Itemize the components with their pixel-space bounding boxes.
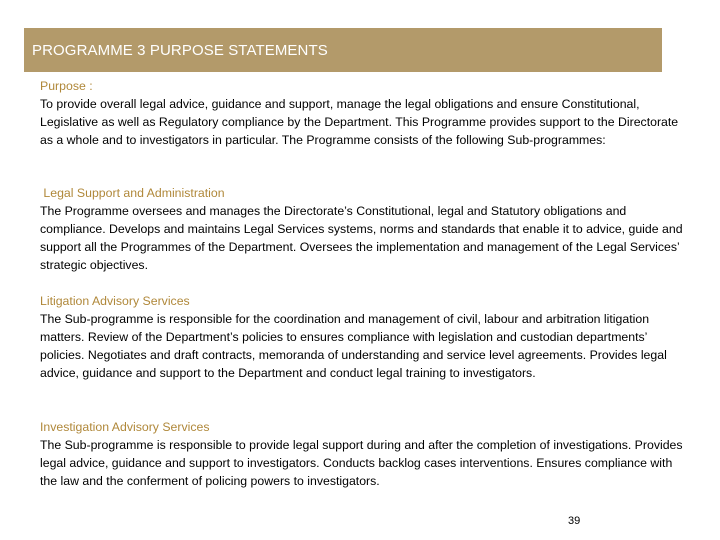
litigation-heading: Litigation Advisory Services (40, 294, 190, 308)
investigation-section (40, 418, 690, 490)
investigation-body: The Sub-programme is responsible to provide legal support during and after the completion of investigations. Provides legal advice, guidance and support to investigators. Conducts backlog cases interventions. Ensures compliance with the law and the conferment of policing powers to investigators. (40, 438, 683, 488)
purpose-body: To provide overall legal advice, guidance and support, manage the legal obligations and ensure Constitutional, Legislative as well as Regulatory compliance by the Department. This Programme provides support to the Directorate as a whole and to investigators in particular. The Programme consists of the following Sub-programmes: (40, 97, 679, 147)
legal-support-body: The Programme oversees and manages the Directorate’s Constitutional, legal and Statutory obligations and compliance. Develops and maintains Legal Services systems, norms and standards that enable it to advice, guide and support all the Programmes of the Department. Oversees the implementation and management of the Legal Services’ strategic objectives. (40, 204, 683, 272)
purpose-heading: Purpose : (40, 79, 93, 93)
investigation-heading: Investigation Advisory Services (40, 420, 210, 434)
page-number: 39 (568, 515, 581, 527)
legal-support-heading: Legal Support and Administration (40, 186, 225, 200)
page-title: PROGRAMME 3 PURPOSE STATEMENTS (32, 41, 328, 59)
legal-support-section (40, 184, 690, 274)
purpose-section (40, 77, 690, 149)
litigation-section (40, 292, 690, 382)
litigation-body: The Sub-programme is responsible for the coordination and management of civil, labour and arbitration litigation matters. Review of the Department’s policies to ensures compliance with legislation and custodian departments’ policies. Negotiates and draft contracts, memoranda of understanding and service level agreements. Provides legal advice, guidance and support to the Department and conduct legal training to investigators. (40, 312, 667, 380)
header-bar (24, 28, 662, 72)
